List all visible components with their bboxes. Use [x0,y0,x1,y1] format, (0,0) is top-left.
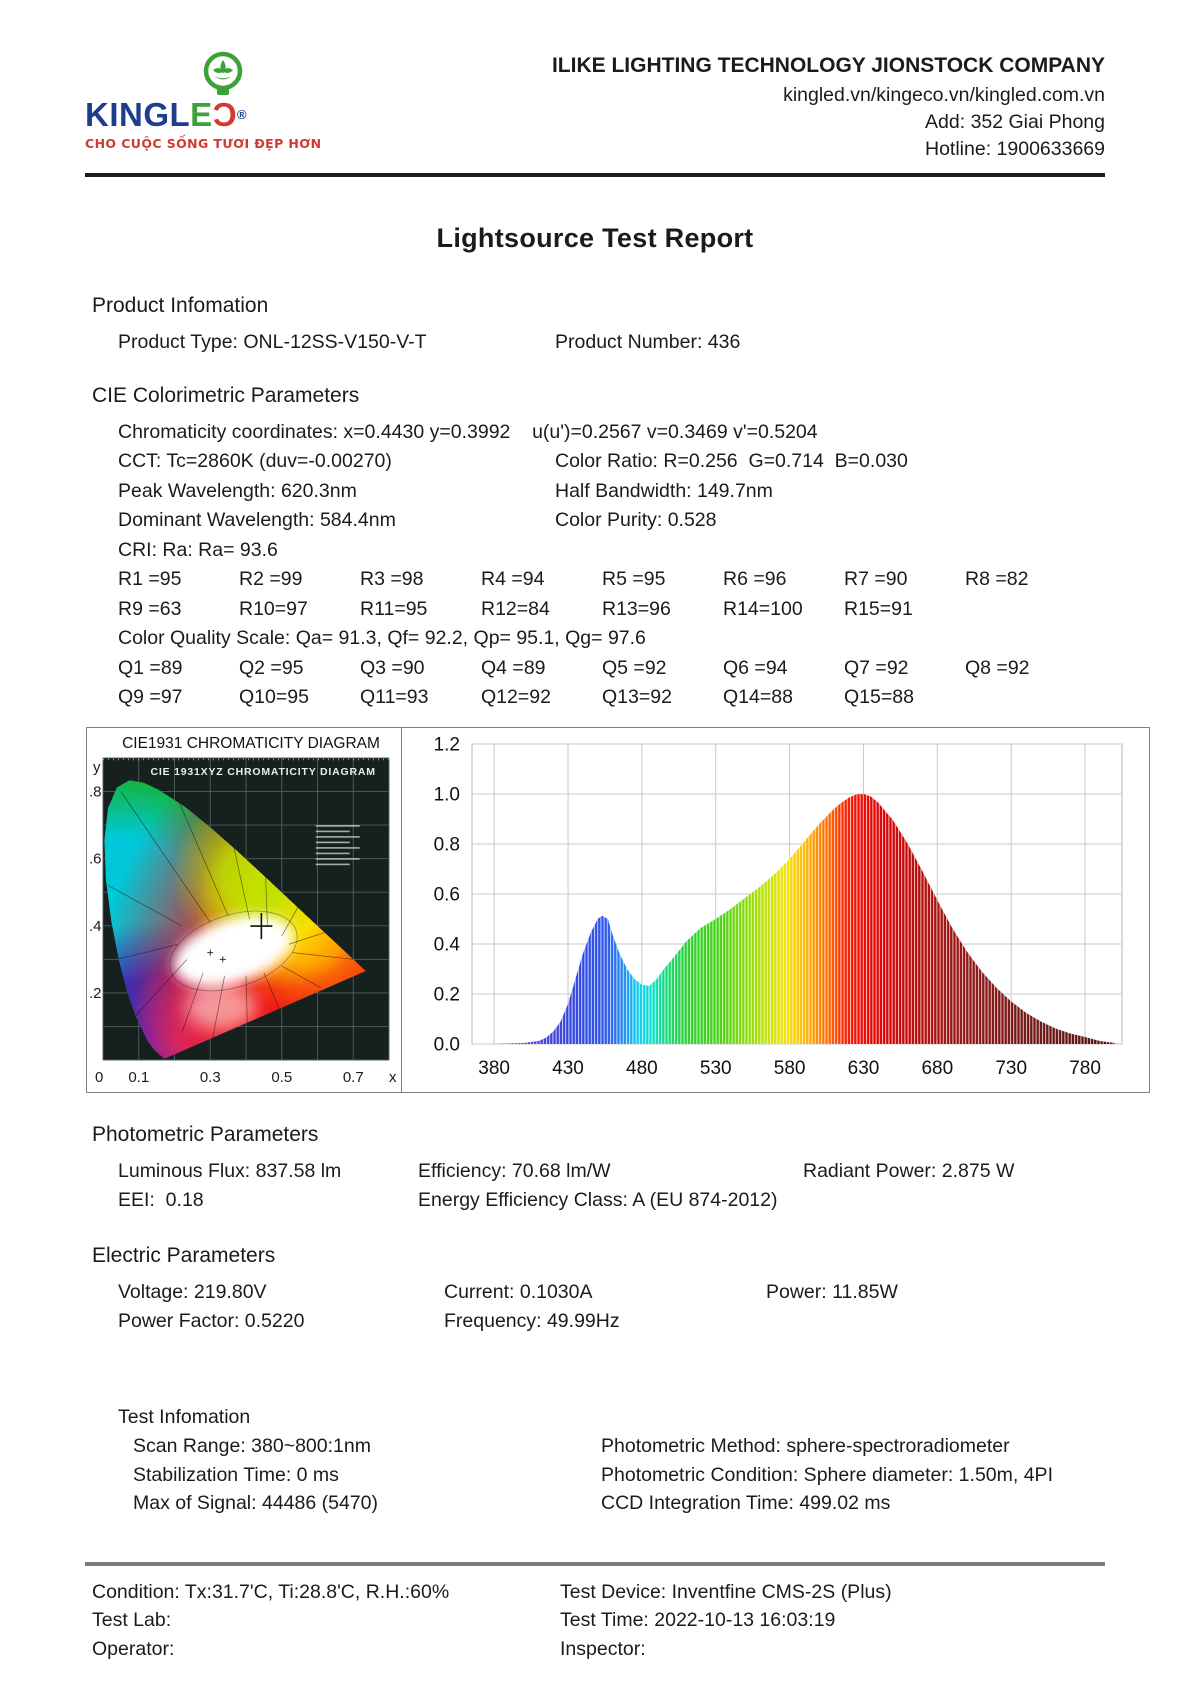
q-value: Q3 =90 [360,656,425,679]
frequency: Frequency: 49.99Hz [444,1310,620,1332]
svg-text:630: 630 [847,1057,880,1079]
color-purity: Color Purity: 0.528 [555,509,717,531]
q-value: Q11=93 [360,686,429,708]
q-value: Q7 =92 [844,656,909,679]
cct-row [118,447,1190,477]
efficiency: Efficiency: 70.68 lm/W [418,1159,611,1182]
svg-text:0.3: 0.3 [199,1068,221,1086]
q-value: Q5 =92 [602,656,667,679]
ccd-integration-time: CCD Integration Time: 499.02 ms [601,1492,891,1514]
test-info-heading: Test Infomation [118,1405,251,1428]
r-value: R5 =95 [602,568,666,590]
svg-text:0.7: 0.7 [342,1068,364,1086]
report-header [0,0,1190,163]
q-value: Q13=92 [602,686,672,708]
dominant-wavelength: Dominant Wavelength: 584.4nm [118,509,396,531]
company-info [552,50,1105,163]
product-number: Product Number: 436 [555,331,741,353]
svg-text:1.0: 1.0 [433,784,460,805]
radiant-power: Radiant Power: 2.875 W [803,1159,1015,1182]
kingled-lotus-icon [197,50,249,100]
header-divider [85,173,1105,177]
photometric-method: Photometric Method: sphere-spectroradiometer [601,1435,1010,1457]
r-value: R1 =95 [118,568,182,590]
footer [92,1578,1190,1664]
svg-text:780: 780 [1069,1057,1101,1079]
product-row [118,328,1190,358]
condition: Condition: Tx:31.7'C, Ti:28.8'C, R.H.:60% [92,1580,450,1603]
power-factor: Power Factor: 0.5220 [118,1310,305,1332]
cct-value: CCT: Tc=2860K (duv=-0.00270) [118,450,392,472]
electric-heading: Electric Parameters [92,1243,276,1267]
q-value: Q12=92 [481,686,551,708]
svg-text:0: 0 [95,1068,104,1086]
voltage: Voltage: 219.80V [118,1280,267,1303]
svg-text:480: 480 [626,1057,658,1079]
photometric-condition: Photometric Condition: Sphere diameter: 1.50m, 4PI [601,1463,1053,1486]
r-value: R12=84 [481,597,550,620]
svg-text:1.2: 1.2 [433,734,460,755]
color-ratio: Color Ratio: R=0.256 G=0.714 B=0.030 [555,450,908,472]
svg-text:0.4: 0.4 [433,934,460,955]
spectral-distribution-chart [402,727,1150,1093]
product-info-heading: Product Infomation [92,294,269,317]
registered-mark: ® [237,107,248,122]
svg-text:680: 680 [921,1057,954,1079]
report-title: Lightsource Test Report [436,223,754,253]
r-value: R7 =90 [844,568,908,590]
r-value: R3 =98 [360,568,424,590]
svg-text:0.8: 0.8 [433,834,460,855]
svg-text:0.0: 0.0 [433,1034,460,1055]
svg-text:CIE 1931XYZ CHROMATICITY DIAGR: CIE 1931XYZ CHROMATICITY DIAGRAM [150,765,376,778]
svg-text:380: 380 [478,1057,511,1079]
test-info-row1 [133,1432,1190,1461]
r-value: R13=96 [602,597,671,620]
q-value: Q9 =97 [118,686,183,708]
company-name: ILIKE LIGHTING TECHNOLOGY JIONSTOCK COMPANY [551,54,1105,77]
test-info-row3 [133,1489,1190,1518]
dominant-row [118,506,1190,536]
peak-wavelength: Peak Wavelength: 620.3nm [118,479,357,502]
q-value: Q8 =92 [965,656,1030,679]
photometric-heading: Photometric Parameters [92,1122,319,1146]
electric-row2 [118,1307,1190,1337]
cie-chromaticity-chart [86,727,402,1093]
power: Power: 11.85W [766,1280,898,1303]
svg-text:730: 730 [995,1057,1028,1079]
r-values-row2 [118,595,1190,625]
chromaticity-coordinates: Chromaticity coordinates: x=0.4430 y=0.3992 u(u')=0.2567 v=0.3469 v'=0.5204 [118,420,818,443]
inspector: Inspector: [560,1637,646,1660]
svg-text:430: 430 [552,1057,584,1079]
svg-text:.6: .6 [89,850,102,868]
q-value: Q6 =94 [723,656,788,679]
q-value: Q15=88 [844,686,914,708]
svg-text:530: 530 [699,1057,732,1079]
test-info-block [0,1403,1190,1518]
q-value: Q4 =89 [481,656,546,679]
product-type: Product Type: ONL-12SS-V150-V-T [118,331,427,353]
energy-efficiency-class: Energy Efficiency Class: A (EU 874-2012) [418,1189,778,1211]
company-website: kingled.vn/kingeco.vn/kingled.com.vn [783,84,1105,106]
svg-text:580: 580 [773,1057,806,1079]
q-value: Q14=88 [723,686,793,708]
svg-text:.8: .8 [89,783,102,801]
wordmark-d: Ɔ [212,96,238,133]
r-value: R11=95 [360,597,428,620]
q-values-row1 [118,654,1190,684]
scan-range: Scan Range: 380~800:1nm [133,1435,371,1457]
charts-row [86,727,1190,1093]
r-value: R9 =63 [118,597,182,620]
footer-row1 [92,1578,1190,1607]
svg-text:0.6: 0.6 [433,884,460,905]
test-time: Test Time: 2022-10-13 16:03:19 [560,1609,836,1631]
q-value: Q10=95 [239,686,309,708]
photometric-row1 [118,1157,1190,1187]
r-value: R14=100 [723,597,803,620]
svg-text:y: y [93,758,101,776]
kingled-wordmark [85,96,335,133]
svg-text:.2: .2 [89,984,102,1002]
company-hotline: Hotline: 1900633669 [925,138,1105,160]
q-value: Q2 =95 [239,656,304,679]
svg-text:0.1: 0.1 [128,1068,150,1086]
r-value: R4 =94 [481,568,545,590]
wordmark-kingl: KINGL [85,96,191,133]
r-value: R6 =96 [723,568,787,590]
footer-row2 [92,1606,1190,1635]
svg-text:0.2: 0.2 [433,984,460,1005]
peak-row [118,477,1190,507]
q-value: Q1 =89 [118,656,183,679]
operator: Operator: [92,1637,175,1660]
current: Current: 0.1030A [444,1280,593,1303]
kingled-logo [85,50,335,151]
test-info-row2 [133,1461,1190,1490]
eei: EEI: 0.18 [118,1189,204,1211]
wordmark-e: E [190,96,213,133]
luminous-flux: Luminous Flux: 837.58 lm [118,1159,342,1182]
cie-heading: CIE Colorimetric Parameters [92,383,360,407]
r-value: R10=97 [239,597,308,620]
r-value: R8 =82 [965,568,1029,590]
stabilization-time: Stabilization Time: 0 ms [133,1463,339,1486]
r-values-row1 [118,565,1190,595]
q-values-row2 [118,683,1190,713]
max-of-signal: Max of Signal: 44486 (5470) [133,1492,378,1514]
half-bandwidth: Half Bandwidth: 149.7nm [555,479,773,502]
footer-divider [85,1562,1105,1566]
test-lab: Test Lab: [92,1609,172,1631]
r-value: R2 =99 [239,568,303,590]
svg-text:0.5: 0.5 [271,1068,293,1086]
electric-row1 [118,1278,1190,1308]
footer-row3 [92,1635,1190,1664]
svg-text:CIE1931 CHROMATICITY DIAGRAM: CIE1931 CHROMATICITY DIAGRAM [122,734,380,752]
photometric-row2 [118,1186,1190,1216]
cri-line: CRI: Ra: Ra= 93.6 [118,538,278,561]
company-address: Add: 352 Giai Phong [925,111,1105,133]
brand-tagline: CHO CUỘC SỐNG TƯƠI ĐẸP HƠN [85,136,322,151]
svg-text:.4: .4 [89,917,102,935]
test-device: Test Device: Inventfine CMS-2S (Plus) [560,1580,892,1603]
svg-text:x: x [389,1068,397,1086]
r-value: R15=91 [844,597,913,620]
cqs-line: Color Quality Scale: Qa= 91.3, Qf= 92.2, Qp= 95.1, Qg= 97.6 [118,627,646,649]
